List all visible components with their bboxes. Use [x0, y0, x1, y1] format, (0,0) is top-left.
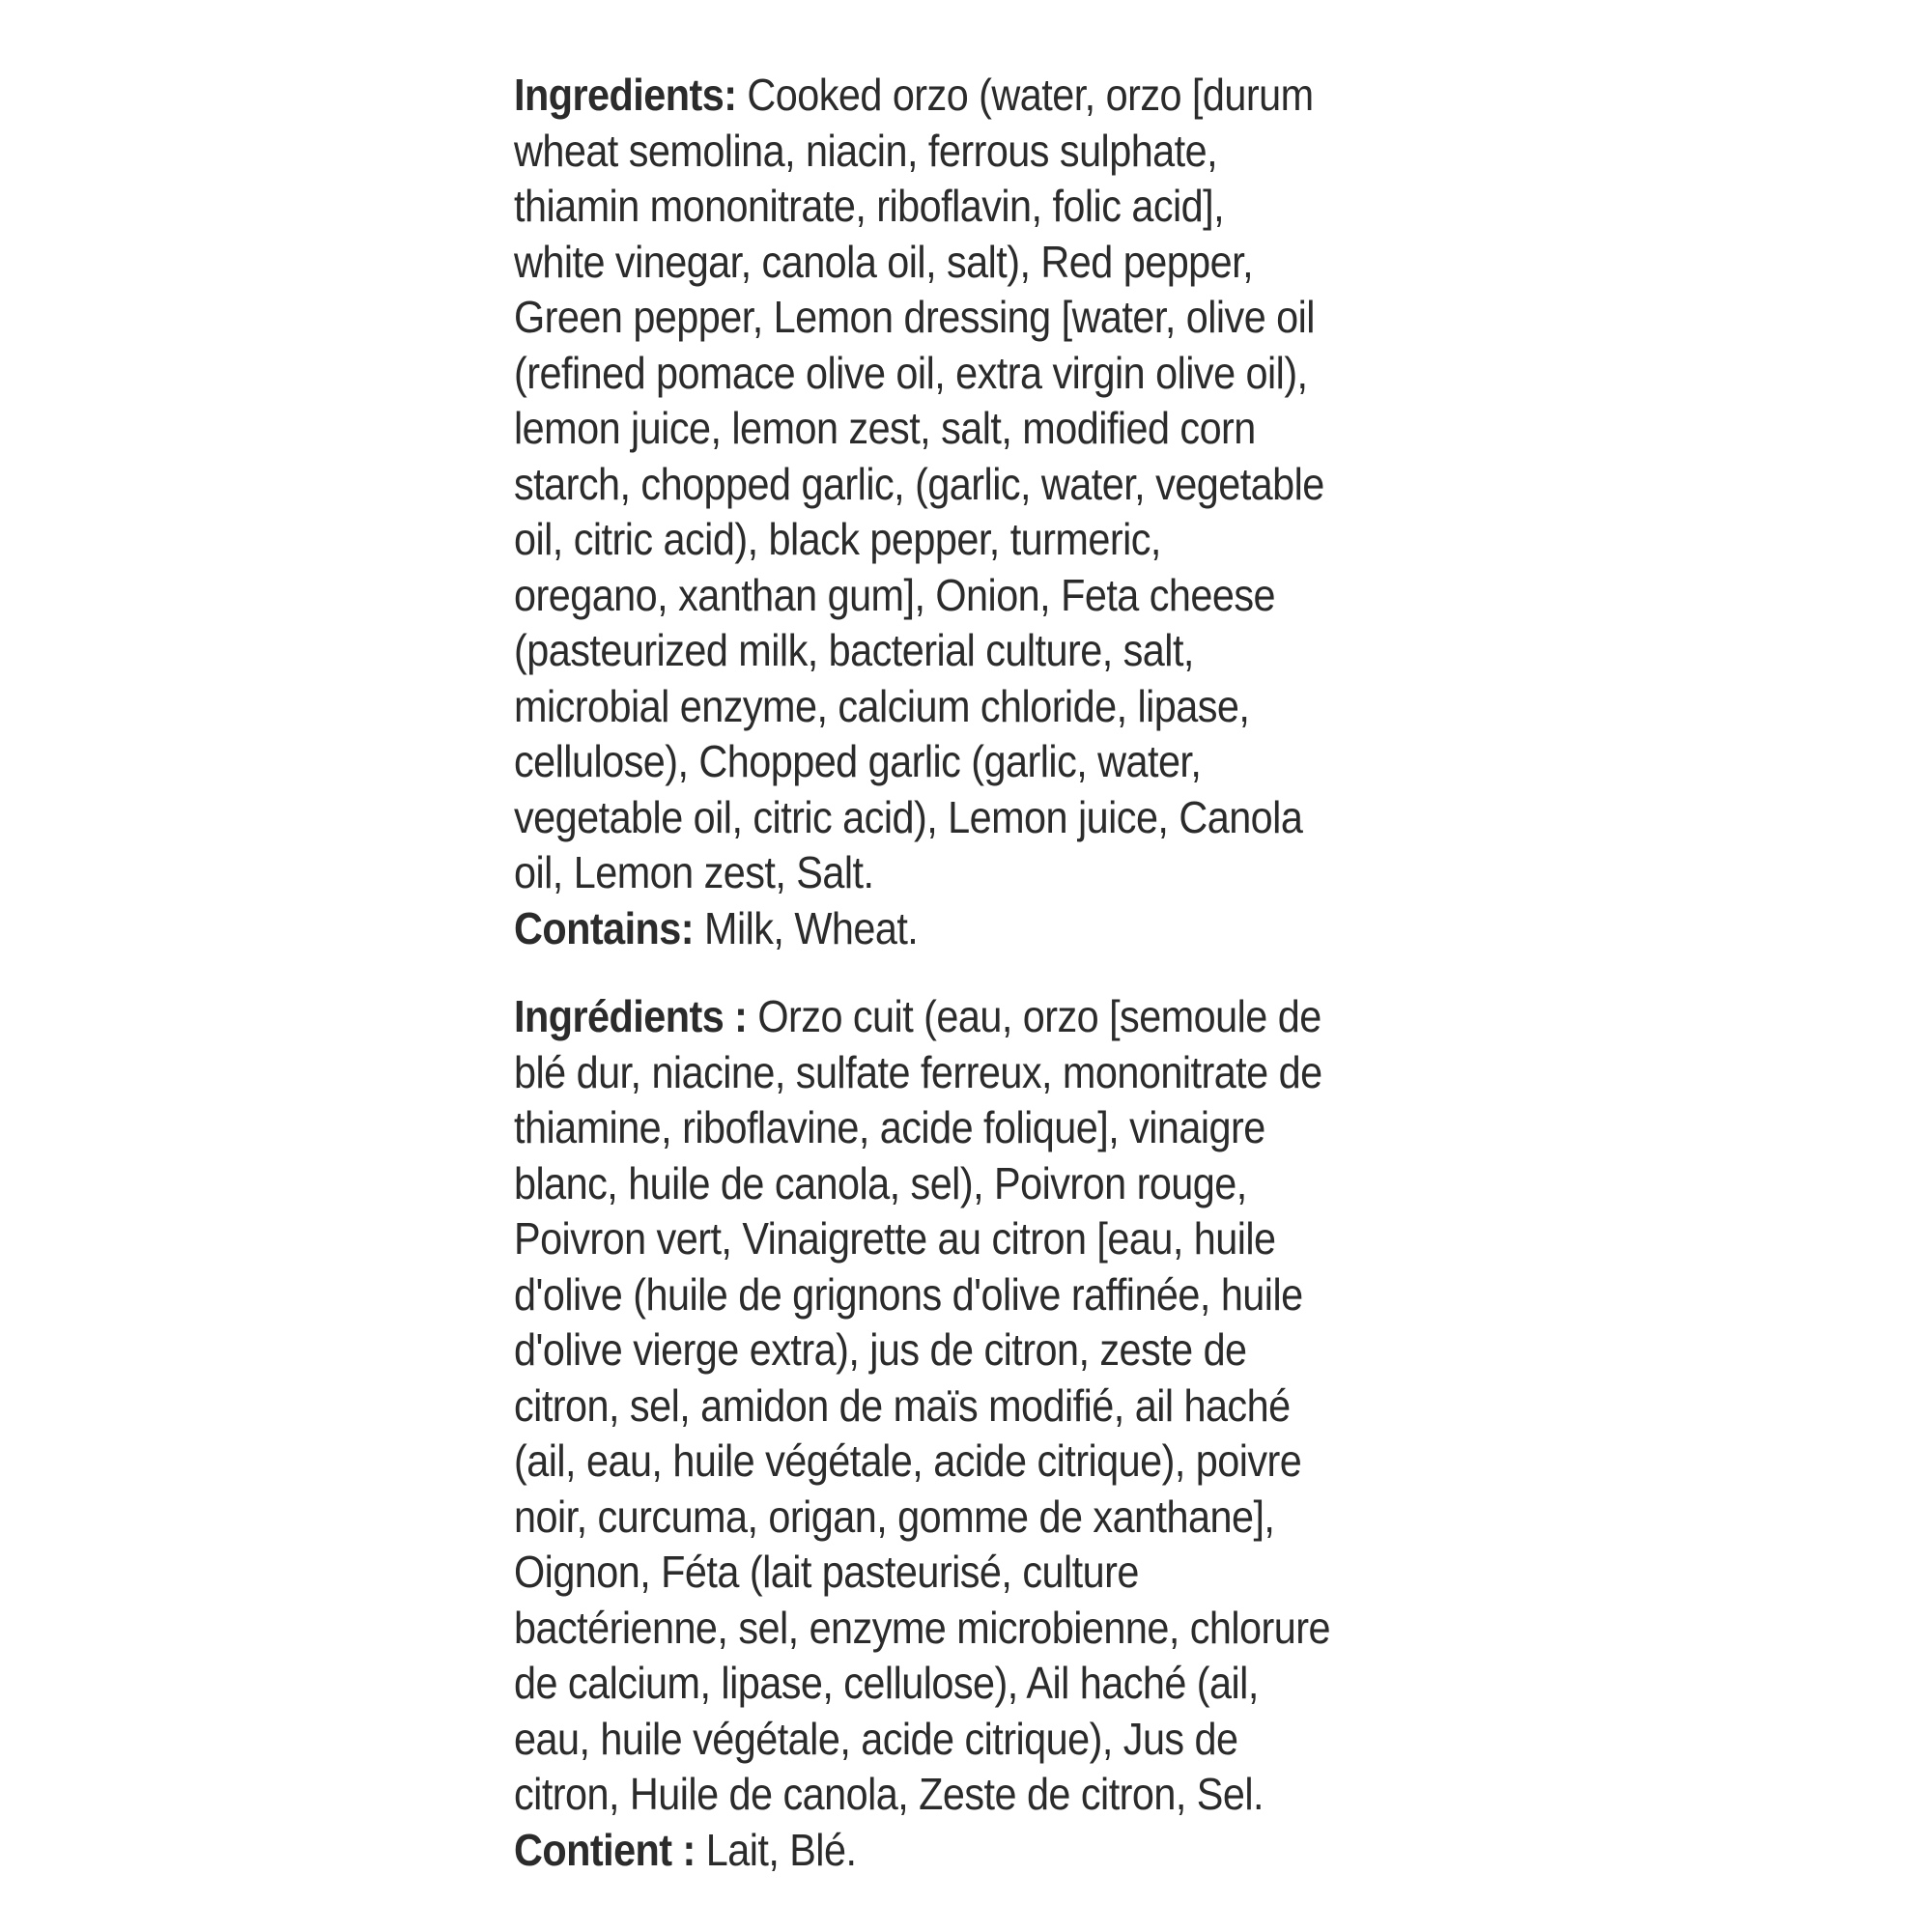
- ingredients-line: citron, sel, amidon de maïs modifié, ail haché: [514, 1379, 1291, 1431]
- ingredients-line: (pasteurized milk, bacterial culture, salt,: [514, 625, 1194, 675]
- ingredients-line: microbial enzyme, calcium chloride, lipase,: [514, 680, 1250, 731]
- ingredients-line: Poivron vert, Vinaigrette au citron [eau, huile: [514, 1213, 1276, 1264]
- ingredients-line: bactérienne, sel, enzyme microbienne, chlorure: [514, 1602, 1331, 1653]
- ingredients-label-panel: [514, 68, 1349, 1878]
- ingredients-line: d'olive (huile de grignons d'olive raffinée, huile: [514, 1268, 1303, 1320]
- ingredients-line: citron, Huile de canola, Zeste de citron, Sel.: [514, 1769, 1264, 1819]
- ingredients-line: thiamin mononitrate, riboflavin, folic acid],: [514, 181, 1225, 231]
- ingredients-text: Orzo cuit (eau, orzo [semoule de: [747, 991, 1321, 1041]
- ingredients-line: starch, chopped garlic, (garlic, water, vegetable: [514, 458, 1324, 509]
- ingredients-line: blanc, huile de canola, sel), Poivron rouge,: [514, 1157, 1247, 1208]
- ingredients-line: lemon juice, lemon zest, salt, modified corn: [514, 403, 1256, 453]
- ingredients-line: d'olive vierge extra), jus de citron, zeste de: [514, 1324, 1247, 1375]
- ingredients-heading: Ingredients:: [514, 70, 737, 120]
- ingredients-line: oil, citric acid), black pepper, turmeric,: [514, 514, 1161, 564]
- ingredients-line: vegetable oil, citric acid), Lemon juice, Canola: [514, 791, 1303, 842]
- french-ingredients-block: [514, 989, 1349, 1878]
- contains-line: [514, 1823, 1349, 1879]
- contains-allergens: Milk, Wheat.: [694, 902, 919, 953]
- ingredients-line: [514, 989, 1349, 1045]
- ingredients-line: (ail, eau, huile végétale, acide citrique), poivre: [514, 1435, 1302, 1486]
- contains-heading: Contient :: [514, 1824, 696, 1875]
- contains-heading: Contains:: [514, 902, 695, 953]
- contains-line: [514, 901, 1349, 957]
- ingredients-heading: Ingrédients :: [514, 991, 748, 1041]
- ingredients-line: (refined pomace olive oil, extra virgin olive oil),: [514, 347, 1308, 398]
- contains-allergens: Lait, Blé.: [695, 1824, 857, 1875]
- ingredients-line: cellulose), Chopped garlic (garlic, water,: [514, 736, 1202, 786]
- ingredients-line: oregano, xanthan gum], Onion, Feta cheese: [514, 569, 1275, 620]
- ingredients-line: de calcium, lipase, cellulose), Ail haché (ail,: [514, 1658, 1259, 1708]
- ingredients-line: Green pepper, Lemon dressing [water, olive oil: [514, 292, 1315, 342]
- ingredients-line: blé dur, niacine, sulfate ferreux, mononitrate de: [514, 1046, 1322, 1097]
- ingredients-line: [514, 68, 1349, 124]
- ingredients-line: white vinegar, canola oil, salt), Red pepper,: [514, 236, 1254, 287]
- ingredients-line: wheat semolina, niacin, ferrous sulphate,: [514, 125, 1218, 176]
- ingredients-line: Oignon, Féta (lait pasteurisé, culture: [514, 1547, 1139, 1597]
- ingredients-line: noir, curcuma, origan, gomme de xanthane],: [514, 1491, 1275, 1542]
- ingredients-text: Cooked orzo (water, orzo [durum: [736, 70, 1314, 120]
- ingredients-line: thiamine, riboflavine, acide folique], vinaigre: [514, 1102, 1265, 1152]
- ingredients-line: oil, Lemon zest, Salt.: [514, 847, 874, 897]
- english-ingredients-block: [514, 68, 1349, 956]
- ingredients-line: eau, huile végétale, acide citrique), Jus de: [514, 1713, 1238, 1764]
